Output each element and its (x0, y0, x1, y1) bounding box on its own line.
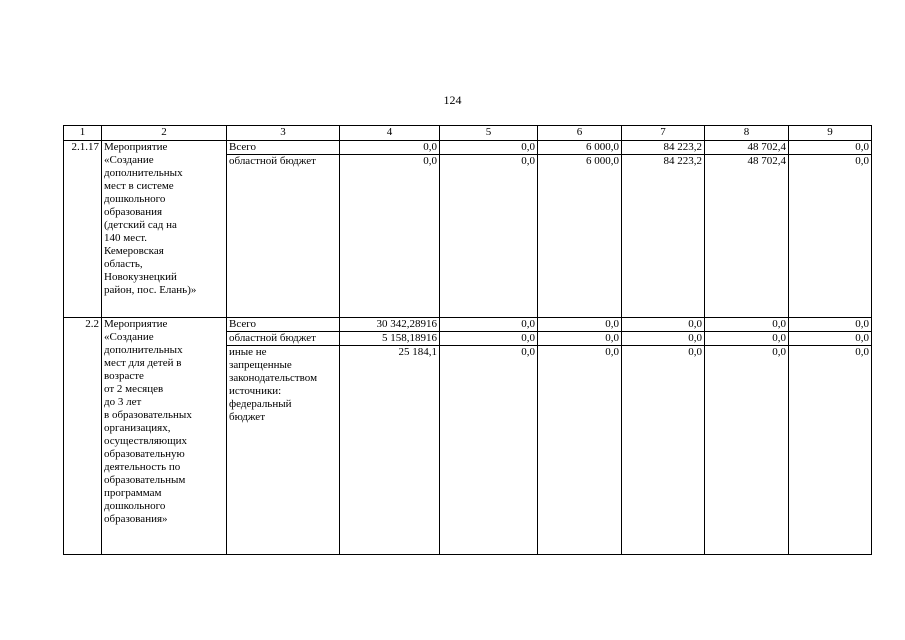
column-header: 5 (440, 126, 538, 141)
column-header: 7 (622, 126, 705, 141)
value-cell: 0,0 (789, 346, 872, 555)
funding-source: иные не запрещенные законодательством источники: федеральный бюджет (227, 346, 340, 555)
value-cell: 0,0 (538, 332, 622, 346)
value-cell: 0,0 (622, 318, 705, 332)
page-number: 124 (443, 93, 462, 107)
row-code: 2.2 (64, 318, 102, 555)
budget-table (63, 125, 872, 555)
funding-source: Всего (227, 318, 340, 332)
column-header: 2 (102, 126, 227, 141)
event-description: Мероприятие «Создание дополнительных мест для детей в возрасте от 2 месяцев до 3 лет в образовательных организациях, осуществляющих образовательную деятельность по образовательным программам дошкольного образования» (102, 318, 227, 555)
value-cell: 84 223,2 (622, 141, 705, 155)
value-cell: 0,0 (622, 346, 705, 555)
value-cell: 0,0 (705, 346, 789, 555)
column-header: 1 (64, 126, 102, 141)
funding-source: Всего (227, 141, 340, 155)
value-cell: 0,0 (705, 332, 789, 346)
table-row (64, 318, 872, 332)
value-cell: 30 342,28916 (340, 318, 440, 332)
value-cell: 5 158,18916 (340, 332, 440, 346)
row-code: 2.1.17 (64, 141, 102, 318)
value-cell: 0,0 (440, 141, 538, 155)
value-cell: 6 000,0 (538, 155, 622, 318)
value-cell: 0,0 (789, 332, 872, 346)
column-header: 3 (227, 126, 340, 141)
value-cell: 0,0 (340, 155, 440, 318)
value-cell: 0,0 (440, 155, 538, 318)
value-cell: 6 000,0 (538, 141, 622, 155)
value-cell: 0,0 (440, 332, 538, 346)
column-header: 6 (538, 126, 622, 141)
value-cell: 84 223,2 (622, 155, 705, 318)
value-cell: 48 702,4 (705, 141, 789, 155)
value-cell: 0,0 (789, 155, 872, 318)
column-header: 8 (705, 126, 789, 141)
column-header: 4 (340, 126, 440, 141)
event-description: Мероприятие «Создание дополнительных мест в системе дошкольного образования (детский сад на 140 мест. Кемеровская область, Новокузнецкий район, пос. Елань)» (102, 141, 227, 318)
value-cell: 0,0 (622, 332, 705, 346)
value-cell: 0,0 (340, 141, 440, 155)
header-row (64, 126, 872, 141)
funding-source: областной бюджет (227, 332, 340, 346)
value-cell: 0,0 (440, 346, 538, 555)
column-header: 9 (789, 126, 872, 141)
value-cell: 0,0 (440, 318, 538, 332)
value-cell: 0,0 (705, 318, 789, 332)
table-row (64, 141, 872, 155)
value-cell: 0,0 (538, 346, 622, 555)
funding-source: областной бюджет (227, 155, 340, 318)
value-cell: 0,0 (789, 318, 872, 332)
value-cell: 25 184,1 (340, 346, 440, 555)
value-cell: 48 702,4 (705, 155, 789, 318)
value-cell: 0,0 (789, 141, 872, 155)
value-cell: 0,0 (538, 318, 622, 332)
